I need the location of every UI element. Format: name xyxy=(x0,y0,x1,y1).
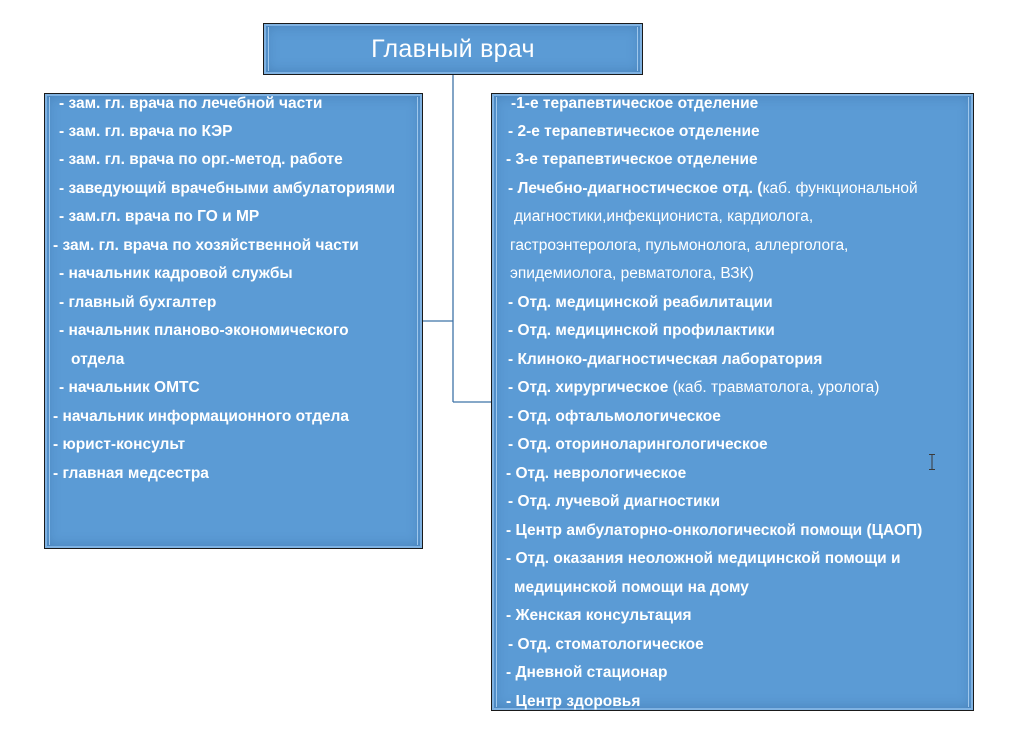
list-item xyxy=(508,180,918,198)
list-item: - Отд. лучевой диагностики xyxy=(508,493,720,510)
list-item: - начальник информационного отдела xyxy=(53,408,350,425)
list-item: - начальник ОМТС xyxy=(59,379,200,396)
list-item: - зам. гл. врача по лечебной части xyxy=(59,95,323,112)
list-item: - Женская консультация xyxy=(506,607,692,624)
list-item: - Отд. стоматологическое xyxy=(508,636,704,653)
list-item-bold-part: - Отд. хирургическое xyxy=(508,379,669,396)
list-item-bold-part: - Лечебно-диагностическое отд. ( xyxy=(508,180,763,197)
list-item: - главный бухгалтер xyxy=(59,294,217,311)
deputies-box xyxy=(44,93,423,549)
list-item: - Отд. неврологическое xyxy=(506,465,687,482)
list-item: - зам. гл. врача по КЭР xyxy=(59,123,233,140)
list-item: эпидемиолога, ревматолога, ВЗК) xyxy=(510,265,754,282)
list-item: - 3-е терапевтическое отделение xyxy=(506,151,758,168)
list-item: - Отд. оказания неоложной медицинской помощи и xyxy=(506,550,901,567)
list-item: - зам. гл. врача по хозяйственной части xyxy=(53,237,359,254)
chief-physician-box xyxy=(263,23,643,75)
list-item: - юрист-консульт xyxy=(53,436,186,453)
list-item: - Отд. оториноларингологическое xyxy=(508,436,768,453)
list-item: - Центр амбулаторно-онкологической помощи (ЦАОП) xyxy=(506,522,923,539)
departments-box xyxy=(491,93,974,711)
list-item-regular-part: каб. функциональной xyxy=(762,180,918,197)
list-item: - Дневной стационар xyxy=(506,664,668,681)
list-item: -1-е терапевтическое отделение xyxy=(511,95,759,112)
list-item: - Центр здоровья xyxy=(506,693,641,710)
list-item: - Отд. медицинской профилактики xyxy=(508,322,775,339)
list-item: - главная медсестра xyxy=(53,465,209,482)
list-item: гастроэнтеролога, пульмонолога, аллерголога, xyxy=(510,237,849,254)
list-item: - зам.гл. врача по ГО и МР xyxy=(59,208,260,225)
list-item xyxy=(508,379,879,397)
list-item-regular-part: (каб. травматолога, уролога) xyxy=(668,379,880,396)
list-item: - зам. гл. врача по орг.-метод. работе xyxy=(59,151,343,168)
list-item: - начальник кадровой службы xyxy=(59,265,293,282)
list-item: - Отд. медицинской реабилитации xyxy=(508,294,773,311)
list-item: - заведующий врачебными амбулаториями xyxy=(59,180,396,197)
list-item: отдела xyxy=(71,351,125,368)
list-item: диагностики,инфекциониста, кардиолога, xyxy=(514,208,814,225)
list-item: - Клиноко-диагностическая лаборатория xyxy=(508,351,823,368)
list-item: - Отд. офтальмологическое xyxy=(508,408,721,425)
chief-physician-title: Главный врач xyxy=(371,34,535,63)
text-cursor-icon xyxy=(928,454,936,470)
list-item: - начальник планово-экономического xyxy=(59,322,349,339)
list-item: медицинской помощи на дому xyxy=(514,579,749,596)
list-item: - 2-е терапевтическое отделение xyxy=(508,123,760,140)
